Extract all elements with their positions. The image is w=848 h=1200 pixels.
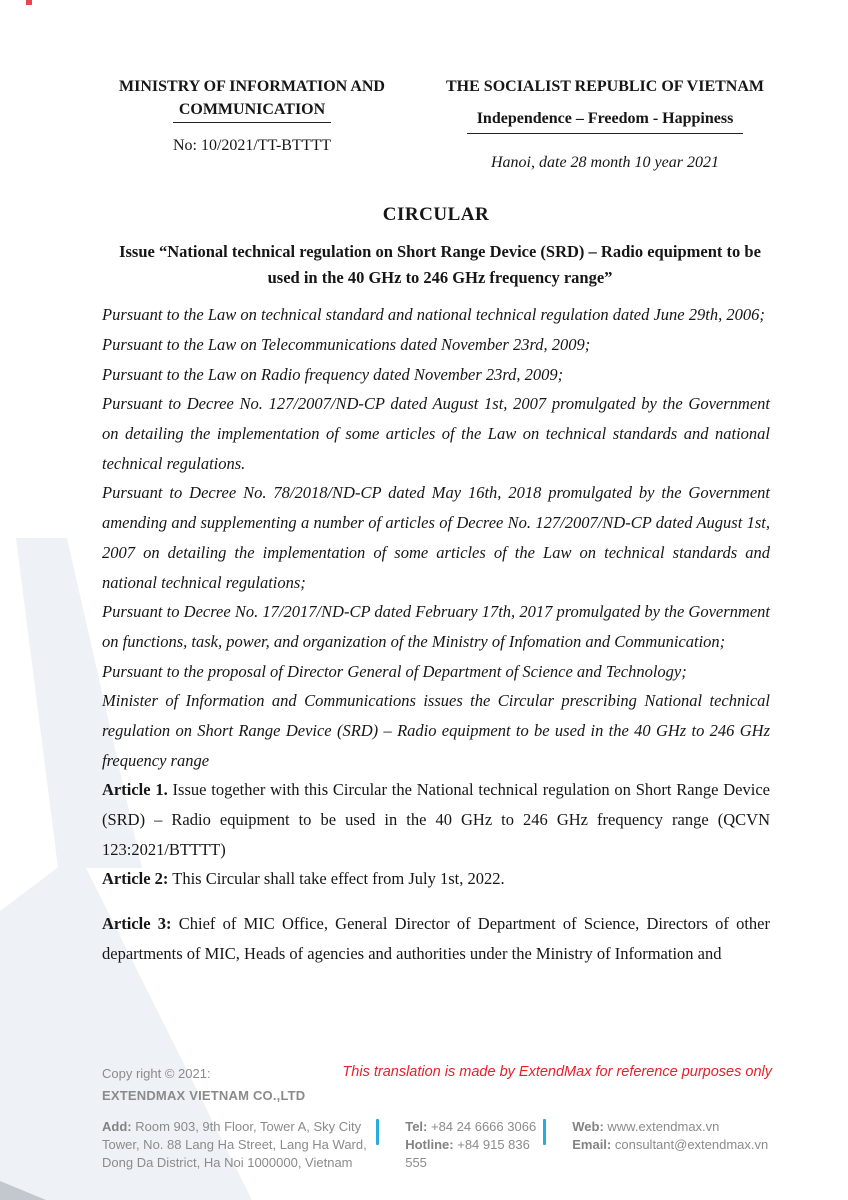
pursuant-paragraph [102,657,770,687]
contact-address [102,1118,376,1172]
place-and-date-line: Hanoi, date 28 month 10 year 2021 [491,154,719,172]
paragraph-text: This Circular shall take effect from July 1st, 2022. [168,869,505,889]
email-line [572,1136,772,1154]
pursuant-paragraph [102,360,770,390]
pursuant-paragraph [102,478,770,597]
tel-line [405,1118,543,1136]
hotline-label: Hotline: [405,1136,454,1152]
address-label: Add: [102,1119,132,1134]
paragraph-text: Chief of MIC Office, General Director of Department of Science, Directors of other departments of MIC, Heads of agencies and authorities under the Ministry of Information and [102,914,770,963]
paragraph-text: Minister of Information and Communications issues the Circular prescribing National technical regulation on Short Range Device (SRD) – Radio equipment to be used in the 40 GHz to 246 GHz frequency range [102,691,770,770]
translator-footer [102,1066,772,1172]
web-value: www.extendmax.vn [603,1119,720,1134]
pursuant-paragraph [102,300,770,330]
footer-top-row [102,1066,772,1081]
paragraph-text: Pursuant to the Law on technical standard and national technical regulation dated June 29th, 2006; [102,305,765,325]
ministry-name-underlined: COMMUNICATION [173,98,331,123]
issuance-statement-paragraph [102,686,770,775]
article-3-label: Article 3: [102,914,172,934]
translation-disclaimer: This translation is made by ExtendMax for reference purposes only [342,1064,772,1080]
footer-divider [376,1119,379,1145]
paragraph-text: Pursuant to Decree No. 78/2018/ND-CP dated May 16th, 2018 promulgated by the Government amending and supplementing a number of articles of Decree No. 127/2007/ND-CP dated August 1st, 2007 on detailing the implementation of some articles of the Law on technical standards and national technical regulations; [102,483,770,592]
copyright-text: Copy right © 2021: [102,1066,211,1081]
tel-label: Tel: [405,1119,428,1134]
email-label: Email: [572,1136,612,1152]
republic-name: THE SOCIALIST REPUBLIC OF VIETNAM [446,78,764,95]
footer-divider [543,1119,546,1145]
article-2-paragraph [102,864,770,894]
document-subject: Issue “National technical regulation on Short Range Device (SRD) – Radio equipment to be used in the 40 GHz to 246 GHz frequency range” [119,242,761,288]
article-1-label: Article 1. [102,780,168,800]
motto-wrap [440,110,770,134]
pursuant-paragraph [102,597,770,656]
pursuant-paragraph [102,389,770,478]
document-number: No: 10/2021/TT-BTTTT [172,137,332,155]
company-name: EXTENDMAX VIETNAM CO.,LTD [102,1088,306,1103]
document-header [102,75,770,172]
document-body [102,300,770,968]
tel-value: +84 24 6666 3066 [427,1119,537,1134]
paragraph-text: Pursuant to Decree No. 127/2007/ND-CP dated August 1st, 2007 promulgated by the Government on detailing the implementation of some articles of the Law on technical standards and national technical regulations. [102,394,770,473]
paragraph-text: Pursuant to the Law on Radio frequency dated November 23rd, 2009; [102,364,564,384]
ministry-name-line1: MINISTRY OF INFORMATION AND [119,78,385,95]
web-label: Web: [572,1119,604,1134]
issuing-authority-block [102,75,402,155]
article-1-paragraph [102,775,770,864]
email-value: consultant@extendmax.vn [611,1136,769,1152]
ministry-name-line2 [102,98,402,123]
article-2-label: Article 2: [102,869,169,889]
paragraph-text: Pursuant to the Law on Telecommunications dated November 23rd, 2009; [102,335,591,354]
page-edge-red-mark [26,0,32,5]
article-3-paragraph [102,909,770,968]
hotline-value: +84 915 836 555 [405,1136,530,1170]
contact-web [572,1118,772,1172]
national-motto: Independence – Freedom - Happiness [467,110,744,134]
contact-block [102,1118,772,1172]
paragraph-text: Pursuant to Decree No. 17/2017/ND-CP dated February 17th, 2017 promulgated by the Government on functions, task, power, and organization of the Ministry of Infomation and Communication; [102,602,770,651]
paragraph-text: Pursuant to the proposal of Director General of Department of Science and Technology; [102,661,687,681]
hotline-line [405,1136,543,1172]
document-title: CIRCULAR [382,204,490,226]
web-line [572,1118,772,1136]
pursuant-paragraph [102,330,770,360]
contact-phone [405,1118,543,1172]
national-heading-block [440,75,770,172]
paragraph-text: Issue together with this Circular the National technical regulation on Short Range Device (SRD) – Radio equipment to be used in the 40 GHz to 246 GHz frequency range (QCVN 123:2021/BTTTT) [102,780,770,859]
address-value: Room 903, 9th Floor, Tower A, Sky City Tower, No. 88 Lang Ha Street, Lang Ha Ward, Dong Da District, Ha Noi 1000000, Vietnam [102,1119,367,1170]
